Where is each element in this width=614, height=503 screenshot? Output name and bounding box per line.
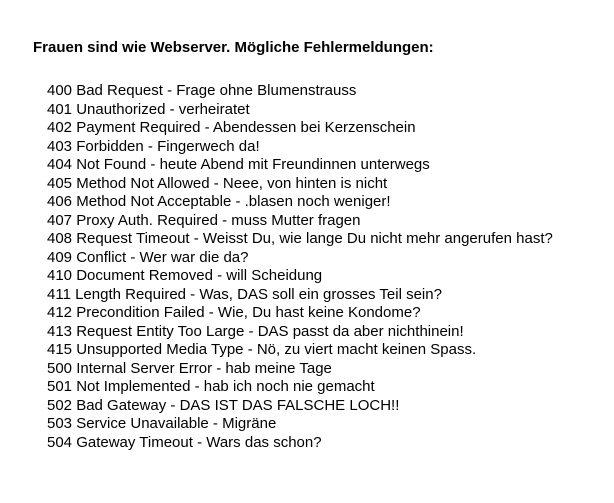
list-item: 412 Precondition Failed - Wie, Du hast keine Kondome? bbox=[47, 304, 421, 321]
list-item: 410 Document Removed - will Scheidung bbox=[47, 267, 323, 284]
list-item: 502 Bad Gateway - DAS IST DAS FALSCHE LOCH!! bbox=[47, 396, 400, 414]
list-item: 402 Payment Required - Abendessen bei Kerzenschein bbox=[47, 119, 416, 136]
list-item: 406 Method Not Acceptable - .blasen noch weniger! bbox=[47, 193, 391, 210]
list-item: 500 Internal Server Error - hab meine Tage bbox=[47, 359, 332, 377]
list-item: 400 Bad Request - Frage ohne Blumenstrauss bbox=[47, 82, 357, 99]
list-item: 407 Proxy Auth. Required - muss Mutter fragen bbox=[47, 211, 361, 229]
page-title: Frauen sind wie Webserver. Mögliche Fehlermeldungen: bbox=[33, 39, 434, 56]
list-item: 411 Length Required - Was, DAS soll ein grosses Teil sein? bbox=[47, 285, 442, 303]
list-item: 403 Forbidden - Fingerwech da! bbox=[47, 137, 260, 155]
list-item: 504 Gateway Timeout - Wars das schon? bbox=[47, 433, 322, 451]
list-item: 413 Request Entity Too Large - DAS passt da aber nichthinein! bbox=[47, 322, 464, 340]
list-item: 503 Service Unavailable - Migräne bbox=[47, 415, 277, 432]
list-item: 501 Not Implemented - hab ich noch nie gemacht bbox=[47, 378, 375, 395]
list-item: 408 Request Timeout - Weisst Du, wie lange Du nicht mehr angerufen hast? bbox=[47, 230, 553, 247]
list-item: 405 Method Not Allowed - Neee, von hinten is nicht bbox=[47, 174, 388, 192]
list-item: 409 Conflict - Wer war die da? bbox=[47, 248, 249, 266]
list-item: 415 Unsupported Media Type - Nö, zu viert macht keinen Spass. bbox=[47, 341, 477, 358]
list-item: 401 Unauthorized - verheiratet bbox=[47, 100, 250, 118]
list-item: 404 Not Found - heute Abend mit Freundinnen unterwegs bbox=[47, 156, 430, 173]
error-list bbox=[47, 82, 553, 452]
